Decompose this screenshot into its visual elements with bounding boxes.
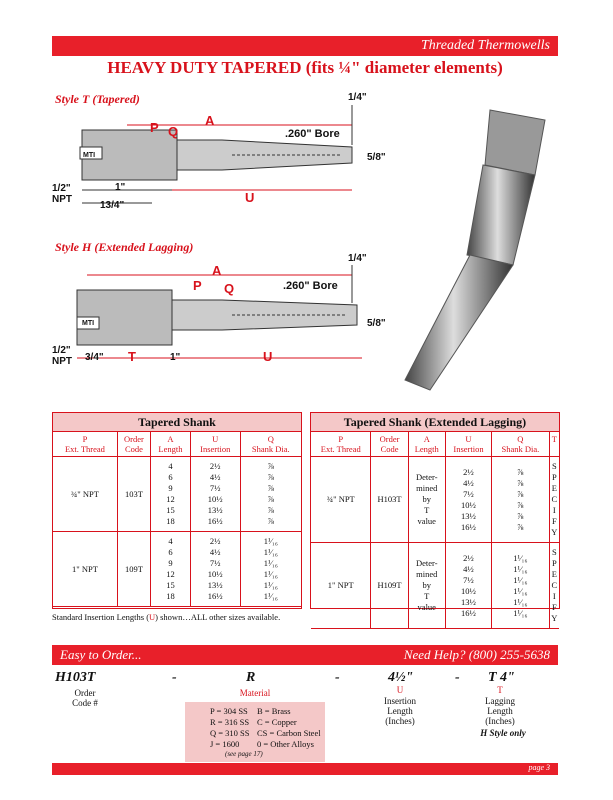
table-cell: Deter- mined by T value: [408, 543, 445, 629]
thermowell-photo: [395, 95, 565, 395]
section-title: Threaded Thermowells: [421, 38, 550, 53]
lagging-t: T: [497, 685, 503, 695]
table-cell: 4 6 9 12 15 18: [151, 457, 191, 532]
insertion-u: U: [396, 685, 404, 695]
h-dim-t-label: T: [128, 349, 136, 364]
material-item: CS = Carbon Steel: [257, 728, 321, 738]
dim-q-label: Q: [168, 124, 179, 139]
table-row: [53, 532, 301, 607]
one-three-quarter-label: 13/4": [100, 200, 125, 211]
material-item: Q = 310 SS: [210, 728, 250, 738]
tapered-shank-table: [52, 412, 302, 609]
material-item: 0 = Other Alloys: [257, 739, 314, 749]
npt-label: 1/2" NPT: [52, 183, 72, 205]
dash-2: -: [335, 670, 340, 685]
extended-lagging-table: [310, 412, 560, 623]
column-header: P Ext. Thread: [311, 432, 371, 457]
help-phone: Need Help? (800) 255-5638: [403, 647, 550, 662]
table-cell: 109T: [117, 532, 150, 607]
column-header: A Length: [151, 432, 191, 457]
column-header: Q Shank Dia.: [240, 432, 301, 457]
footer-bar: [52, 763, 558, 775]
column-header: P Ext. Thread: [53, 432, 117, 457]
header-bar: [52, 36, 558, 56]
material-item: P = 304 SS: [210, 706, 248, 716]
insertion-label: Insertion Length (Inches): [384, 696, 416, 726]
h-dim-q-label: Q: [224, 281, 235, 296]
h-one-inch-label: 1": [170, 352, 181, 363]
table-cell: ¾" NPT: [311, 457, 371, 543]
order-bar: [52, 645, 558, 665]
h-three-quarter-label: 3/4": [85, 352, 104, 363]
lagging-value: T 4": [488, 670, 515, 685]
one-inch-label: 1": [115, 182, 126, 193]
style-t-label: Style T (Tapered): [55, 92, 140, 106]
table-cell: 1¹⁄₁₆ 1¹⁄₁₆ 1¹⁄₁₆ 1¹⁄₁₆ 1¹⁄₁₆ 1¹⁄₁₆: [240, 532, 301, 607]
table-cell: 1" NPT: [53, 532, 117, 607]
material-label: Material: [239, 688, 271, 698]
table-cell: 1" NPT: [311, 543, 371, 629]
material-item: B = Brass: [257, 706, 291, 716]
dim-u-label: U: [245, 190, 255, 205]
h-npt-label: 1/2" NPT: [52, 345, 72, 367]
table-cell: ⅞ ⅞ ⅞ ⅞ ⅞ ⅞: [240, 457, 301, 532]
h-dim-p-label: P: [193, 278, 202, 293]
column-header: Q Shank Dia.: [492, 432, 549, 457]
style-t-diagram: [52, 105, 392, 215]
material-options: [185, 702, 325, 762]
dim-p-label: P: [150, 120, 159, 135]
lagging-label: Lagging Length (Inches): [485, 696, 515, 726]
column-header: U Insertion: [445, 432, 491, 457]
h-bore-label: .260" Bore: [283, 280, 338, 292]
five-eighths-label: 5/8": [367, 152, 386, 163]
material-item: J = 1600: [210, 739, 240, 749]
h-quarter-label: 1/4": [348, 253, 367, 264]
table-cell: 4 6 9 12 15 18: [151, 532, 191, 607]
table-title: Tapered Shank (Extended Lagging): [311, 413, 559, 432]
material-code: R: [246, 670, 256, 685]
table-cell: 2½ 4½ 7½ 10½ 13½ 16½: [190, 532, 240, 607]
h-style-only: H Style only: [480, 728, 526, 738]
table-cell: 1¹⁄₁₆ 1¹⁄₁₆ 1¹⁄₁₆ 1¹⁄₁₆ 1¹⁄₁₆ 1¹⁄₁₆: [492, 543, 549, 629]
standard-lengths-note: Standard Insertion Lengths (U) shown…ALL other sizes available.: [52, 612, 281, 622]
easy-to-order: Easy to Order...: [60, 647, 142, 662]
column-header: U Insertion: [190, 432, 240, 457]
order-code: H103T: [55, 670, 96, 685]
table-title: Tapered Shank: [53, 413, 301, 432]
page-number: page 3: [528, 763, 550, 772]
dash-3: -: [455, 670, 460, 685]
page-title: HEAVY DUTY TAPERED (fits ¼" diameter elements): [107, 58, 503, 77]
table-cell: Deter- mined by T value: [408, 457, 445, 543]
column-header: T: [549, 432, 559, 457]
h-dim-u-label: U: [263, 349, 273, 364]
table-row: [311, 457, 559, 543]
table-cell: ¾" NPT: [53, 457, 117, 532]
insertion-value: 4½": [388, 670, 414, 685]
h-five-eighths-label: 5/8": [367, 318, 386, 329]
dash-1: -: [172, 670, 177, 685]
table-row: [53, 457, 301, 532]
table-cell: H109T: [371, 543, 408, 629]
table-row: [311, 543, 559, 629]
see-page: (see page 17): [225, 750, 263, 758]
column-header: Order Code: [117, 432, 150, 457]
material-item: C = Copper: [257, 717, 297, 727]
material-item: R = 316 SS: [210, 717, 250, 727]
table-cell: S P E C I F Y: [549, 543, 559, 629]
table-cell: 2½ 4½ 7½ 10½ 13½ 16½: [445, 457, 491, 543]
mti-label: MTI: [83, 152, 96, 159]
bore-label: .260" Bore: [285, 128, 340, 140]
h-mti-label: MTI: [82, 320, 95, 327]
h-dim-a-label: A: [212, 263, 222, 278]
table-cell: S P E C I F Y: [549, 457, 559, 543]
table-cell: H103T: [371, 457, 408, 543]
table-cell: 103T: [117, 457, 150, 532]
table-cell: 2½ 4½ 7½ 10½ 13½ 16½: [190, 457, 240, 532]
table-cell: 2½ 4½ 7½ 10½ 13½ 16½: [445, 543, 491, 629]
table-cell: ⅞ ⅞ ⅞ ⅞ ⅞ ⅞: [492, 457, 549, 543]
quarter-label: 1/4": [348, 92, 367, 103]
column-header: A Length: [408, 432, 445, 457]
style-h-label: Style H (Extended Lagging): [55, 240, 194, 254]
order-code-label: Order Code #: [72, 688, 98, 708]
dim-a-label: A: [205, 113, 215, 128]
column-header: Order Code: [371, 432, 408, 457]
